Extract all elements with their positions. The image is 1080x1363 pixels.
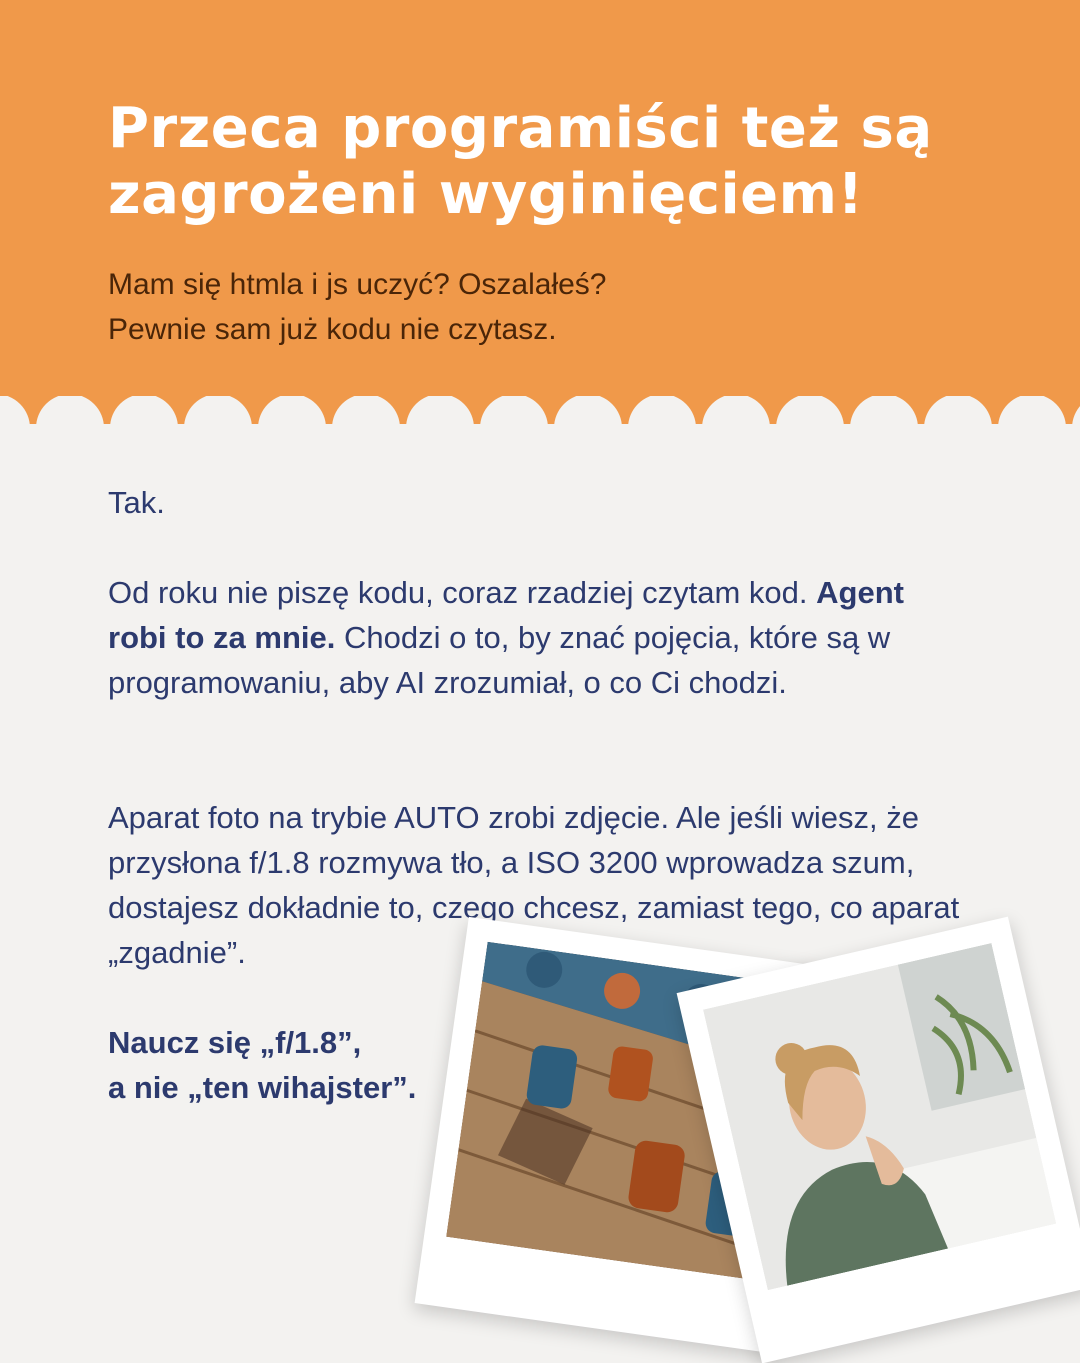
subtitle [108,262,968,352]
subtitle-line-2: Pewnie sam już kodu nie czytasz. [108,313,557,346]
paragraph-2 [108,570,968,705]
paragraph-2-bold: Agent robi to za mnie. [108,575,904,655]
paragraph-4-line-1: Naucz się „f/1.8”, [108,1025,362,1060]
paragraph-1: Tak. [108,485,165,520]
paragraph-3: Aparat foto na trybie AUTO zrobi zdjęcie. Ale jeśli wiesz, że przysłona f/1.8 rozmywa tło, a ISO 3200 wprowadza szum, dostajesz dokładnie to, czego chcesz, zamiast tego, co aparat „zgadnie”. [108,800,960,970]
paragraph-2-text-a: Od roku nie piszę kodu, coraz rzadziej czytam kod. [108,575,817,610]
subtitle-line-1: Mam się htmla i js uczyć? Oszalałeś? [108,268,607,301]
paragraph-2-text-b: Chodzi o to, by znać pojęcia, które są w programowaniu, aby AI zrozumiał, o co Ci chodzi. [108,620,891,700]
paragraph-4-line-2: a nie „ten wihajster”. [108,1070,417,1105]
woman-photo [703,943,1056,1290]
scallop-edge [0,396,1080,456]
page-title: Przeca programiści też są zagrożeni wyginięciem! [108,96,933,227]
